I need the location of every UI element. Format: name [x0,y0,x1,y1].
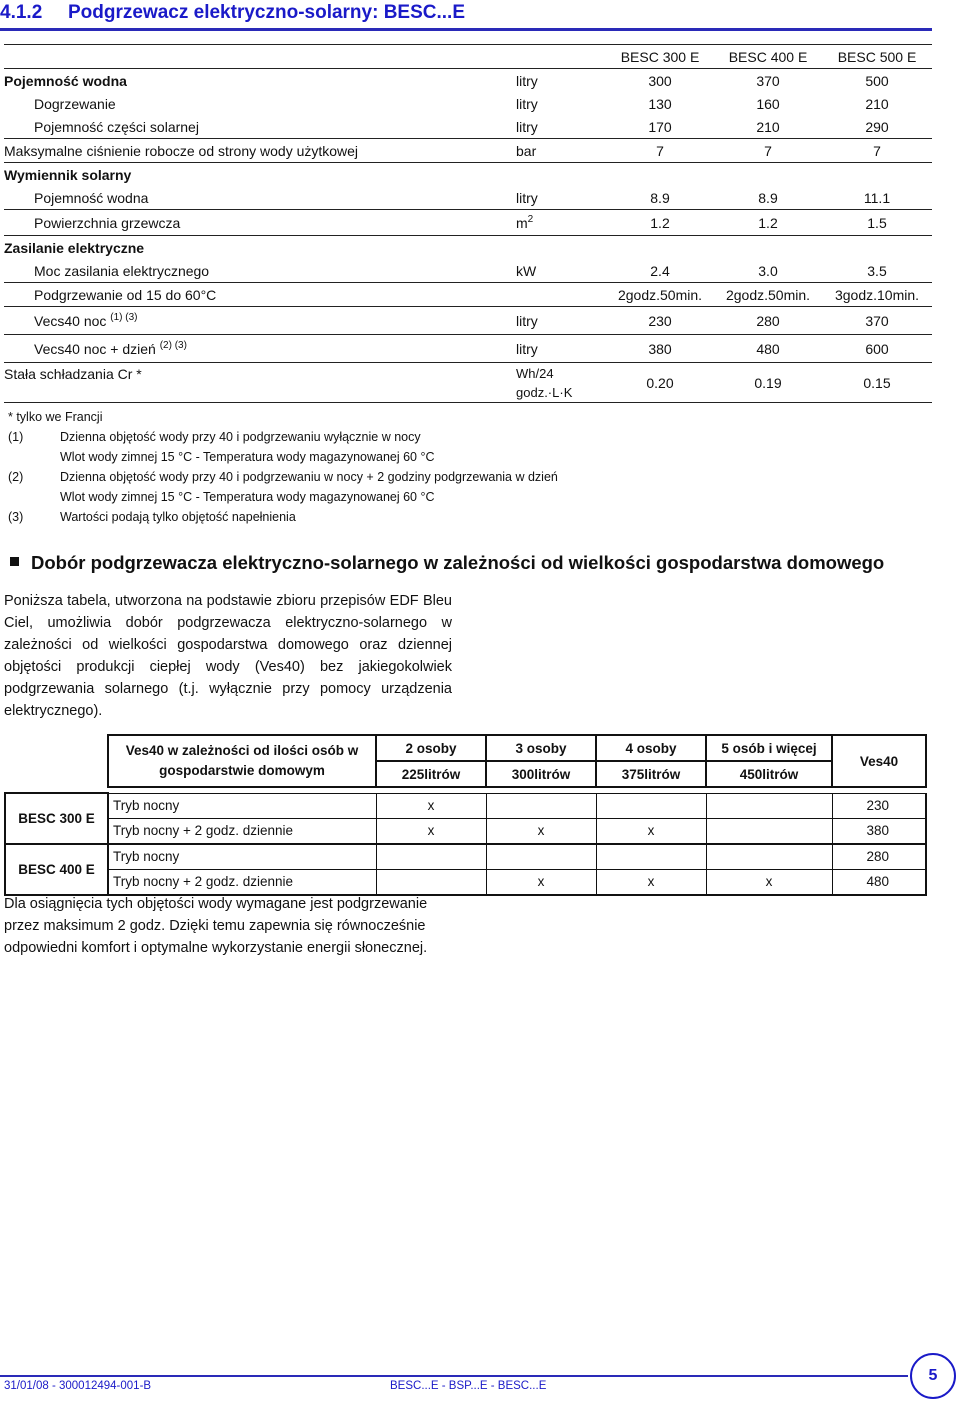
selection-mark [486,844,596,870]
spec-unit-line1: Wh/24 [516,365,554,381]
selection-table [4,734,927,896]
footnote-1 [8,430,421,444]
spec-label: Dogrzewanie [34,95,116,112]
spec-unit: litry [516,118,538,135]
spec-value: 3godz.10min. [822,283,932,307]
model-besc-400: BESC 400 E [5,844,108,895]
selection-mark: x [596,869,706,895]
spec-group-zasilanie [4,236,932,260]
spec-value: 210 [756,118,780,135]
selection-mark [706,844,832,870]
spec-label: Stała schładzania Cr * [4,363,516,403]
selection-mark: x [376,793,486,818]
spec-value: 7 [606,139,714,163]
persons-2: 2 osoby [376,735,486,761]
spec-unit: litry [516,72,538,89]
spec-row-pojemnosc [4,69,932,93]
spec-table [4,44,932,403]
footer-model-ref: BESC...E - BSP...E - BESC...E [390,1380,547,1392]
spec-row-solarna [4,115,932,139]
spec-label: Maksymalne ciśnienie robocze od strony wody użytkowej [4,139,516,163]
footnote-text: Dzienna objętość wody przy 40 i podgrzewaniu wyłącznie w nocy [60,430,421,444]
spec-unit-cell [516,210,606,236]
footnote-2-line2: Wlot wody zimnej 15 °C - Temperatura wody magazynowanej 60 °C [60,490,435,504]
model-besc-300: BESC 300 E [5,793,108,844]
spec-label: Pojemność wodna [4,186,516,210]
selection-ves: 280 [832,844,926,870]
spec-header-500: BESC 500 E [822,45,932,69]
section-heading [0,2,465,24]
spec-unit: litry [516,307,606,335]
selection-row [5,844,926,870]
spec-value: 2.4 [606,259,714,283]
spec-value: 3.5 [822,259,932,283]
selection-mark [486,793,596,818]
spec-group-wymiennik [4,163,932,187]
selection-ves: 480 [832,869,926,895]
spec-footnote-ref: (2) (3) [159,340,187,351]
persons-3: 3 osoby [486,735,596,761]
selection-mark: x [486,818,596,844]
spec-unit: m [516,215,528,231]
spec-row-vecs-dzien [4,335,932,363]
selection-mark [376,844,486,870]
spec-value: 1.5 [822,210,932,236]
spec-row-podgrzewanie [4,283,932,307]
selection-ves: 380 [832,818,926,844]
litres-2: 225litrów [376,761,486,787]
spec-unit: litry [516,95,538,112]
spec-unit: litry [516,335,606,363]
spec-value: 210 [865,95,889,112]
selection-mark [596,793,706,818]
persons-5: 5 osób i więcej [706,735,832,761]
spec-value: 380 [606,335,714,363]
spec-unit-line2: godz.·L·K [516,384,573,400]
spec-value: 500 [865,72,889,89]
spec-value: 480 [714,335,822,363]
subsection-heading [10,552,884,574]
selection-header-label: Ves40 w zależności od ilości osób w gospodarstwie domowym [108,735,376,787]
spec-unit-cell [516,363,606,403]
litres-3: 300litrów [486,761,596,787]
selection-mark [706,793,832,818]
spec-unit: kW [516,259,606,283]
selection-mark: x [596,818,706,844]
spec-value: 7 [822,139,932,163]
spec-label: Moc zasilania elektrycznego [4,259,516,283]
spec-value: 1.2 [714,210,822,236]
footnote-key: (2) [8,470,24,484]
selection-mark [706,818,832,844]
selection-header-persons [5,735,926,761]
footer-date-code: 31/01/08 - 300012494-001-B [4,1380,152,1392]
spec-unit [516,283,606,307]
spec-row-vecs-noc [4,307,932,335]
intro-paragraph: Poniższa tabela, utworzona na podstawie zbioru przepisów EDF Bleu Ciel, umożliwia dobór podgrzewacza elektryczno-solarnego w zależności od wielkości gospodarstwa domowego oraz dziennej objętości produkcji ciepłej wody (Ves40) bez jakiegokolwiek podgrzewania solarnego (t.j. wyłącznie przy pomocy urządzenia elektrycznego). [4,593,452,719]
spec-value: 11.1 [822,186,932,210]
footnote-star: * tylko we Francji [8,410,103,424]
spec-value: 2godz.50min. [606,283,714,307]
ves-header: Ves40 [832,735,926,787]
subsection-title: Dobór podgrzewacza elektryczno-solarnego w zależności od wielkości gospodarstwa domowego [31,552,885,573]
spec-label-cell [4,307,516,335]
persons-4: 4 osoby [596,735,706,761]
spec-unit-exponent: 2 [527,214,534,225]
selection-row [5,793,926,818]
spec-value: 8.9 [606,186,714,210]
section-number: 4.1.2 [0,2,43,23]
spec-value: 290 [865,118,889,135]
spec-value: 230 [606,307,714,335]
spec-group-label: Zasilanie elektryczne [4,239,145,256]
footnote-2 [8,470,558,484]
selection-mode: Tryb nocny [108,793,376,818]
spec-header-300: BESC 300 E [606,45,714,69]
spec-value: 0.19 [714,363,822,403]
spec-value: 2godz.50min. [714,283,822,307]
spec-group-label: Wymiennik solarny [4,166,132,183]
spec-value: 3.0 [714,259,822,283]
spec-row-cisnienie [4,139,932,163]
section-title: Podgrzewacz elektryczno-solarny: BESC...E [68,2,466,23]
spec-label: Vecs40 noc + dzień [34,341,156,357]
spec-label-cell [4,335,516,363]
selection-mark [376,869,486,895]
spec-value: 160 [756,95,780,112]
spec-value: 300 [648,72,672,89]
spec-label: Vecs40 noc [34,313,107,329]
spec-unit: bar [516,139,606,163]
spec-header-row [4,45,932,69]
spec-value: 130 [648,95,672,112]
selection-mark: x [486,869,596,895]
selection-mark: x [376,818,486,844]
spec-row-powierzchnia [4,210,932,236]
spec-value: 1.2 [606,210,714,236]
bullet-square-icon [10,557,19,566]
spec-label: Powierzchnia grzewcza [4,210,516,236]
selection-row [5,869,926,895]
spec-unit: litry [516,186,606,210]
spec-label: Pojemność części solarnej [34,118,199,135]
spec-row-dogrzewanie [4,92,932,115]
spec-label: Podgrzewanie od 15 do 60°C [4,283,516,307]
heading-rule [0,28,932,31]
footnote-key: (3) [8,510,24,524]
spec-value: 370 [822,307,932,335]
selection-ves: 230 [832,793,926,818]
spec-value: 0.20 [606,363,714,403]
page-number: 5 [910,1353,956,1399]
selection-mode: Tryb nocny + 2 godz. dziennie [108,869,376,895]
spec-value: 170 [648,118,672,135]
spec-value: 600 [822,335,932,363]
selection-mode: Tryb nocny + 2 godz. dziennie [108,818,376,844]
spec-value: 8.9 [714,186,822,210]
spec-value: 7 [714,139,822,163]
spec-row-moc [4,259,932,283]
footnote-text: Wartości podają tylko objętość napełnienia [60,510,296,524]
spec-row-stala [4,363,932,403]
footnote-text: Dzienna objętość wody przy 40 i podgrzewaniu w nocy + 2 godziny podgrzewania w dzień [60,470,558,484]
selection-mark: x [706,869,832,895]
selection-mark [596,844,706,870]
spec-label: Pojemność wodna [4,72,127,89]
selection-row [5,818,926,844]
spec-value: 0.15 [822,363,932,403]
footer-rule [0,1375,908,1377]
closing-paragraph: Dla osiągnięcia tych objętości wody wymagane jest podgrzewanie przez maksimum 2 godz. Dzięki temu zapewnia się równocześnie odpowiedni komfort i optymalne wykorzystanie energii słonecznej. [4,896,428,956]
spec-header-400: BESC 400 E [714,45,822,69]
litres-5: 450litrów [706,761,832,787]
selection-mode: Tryb nocny [108,844,376,870]
spec-row-wym-pojemnosc [4,186,932,210]
spec-value: 370 [756,72,780,89]
footnote-1-line2: Wlot wody zimnej 15 °C - Temperatura wody magazynowanej 60 °C [60,450,435,464]
footnote-key: (1) [8,430,24,444]
spec-footnote-ref: (1) (3) [110,312,138,323]
spec-value: 280 [714,307,822,335]
litres-4: 375litrów [596,761,706,787]
footnote-3 [8,510,296,524]
